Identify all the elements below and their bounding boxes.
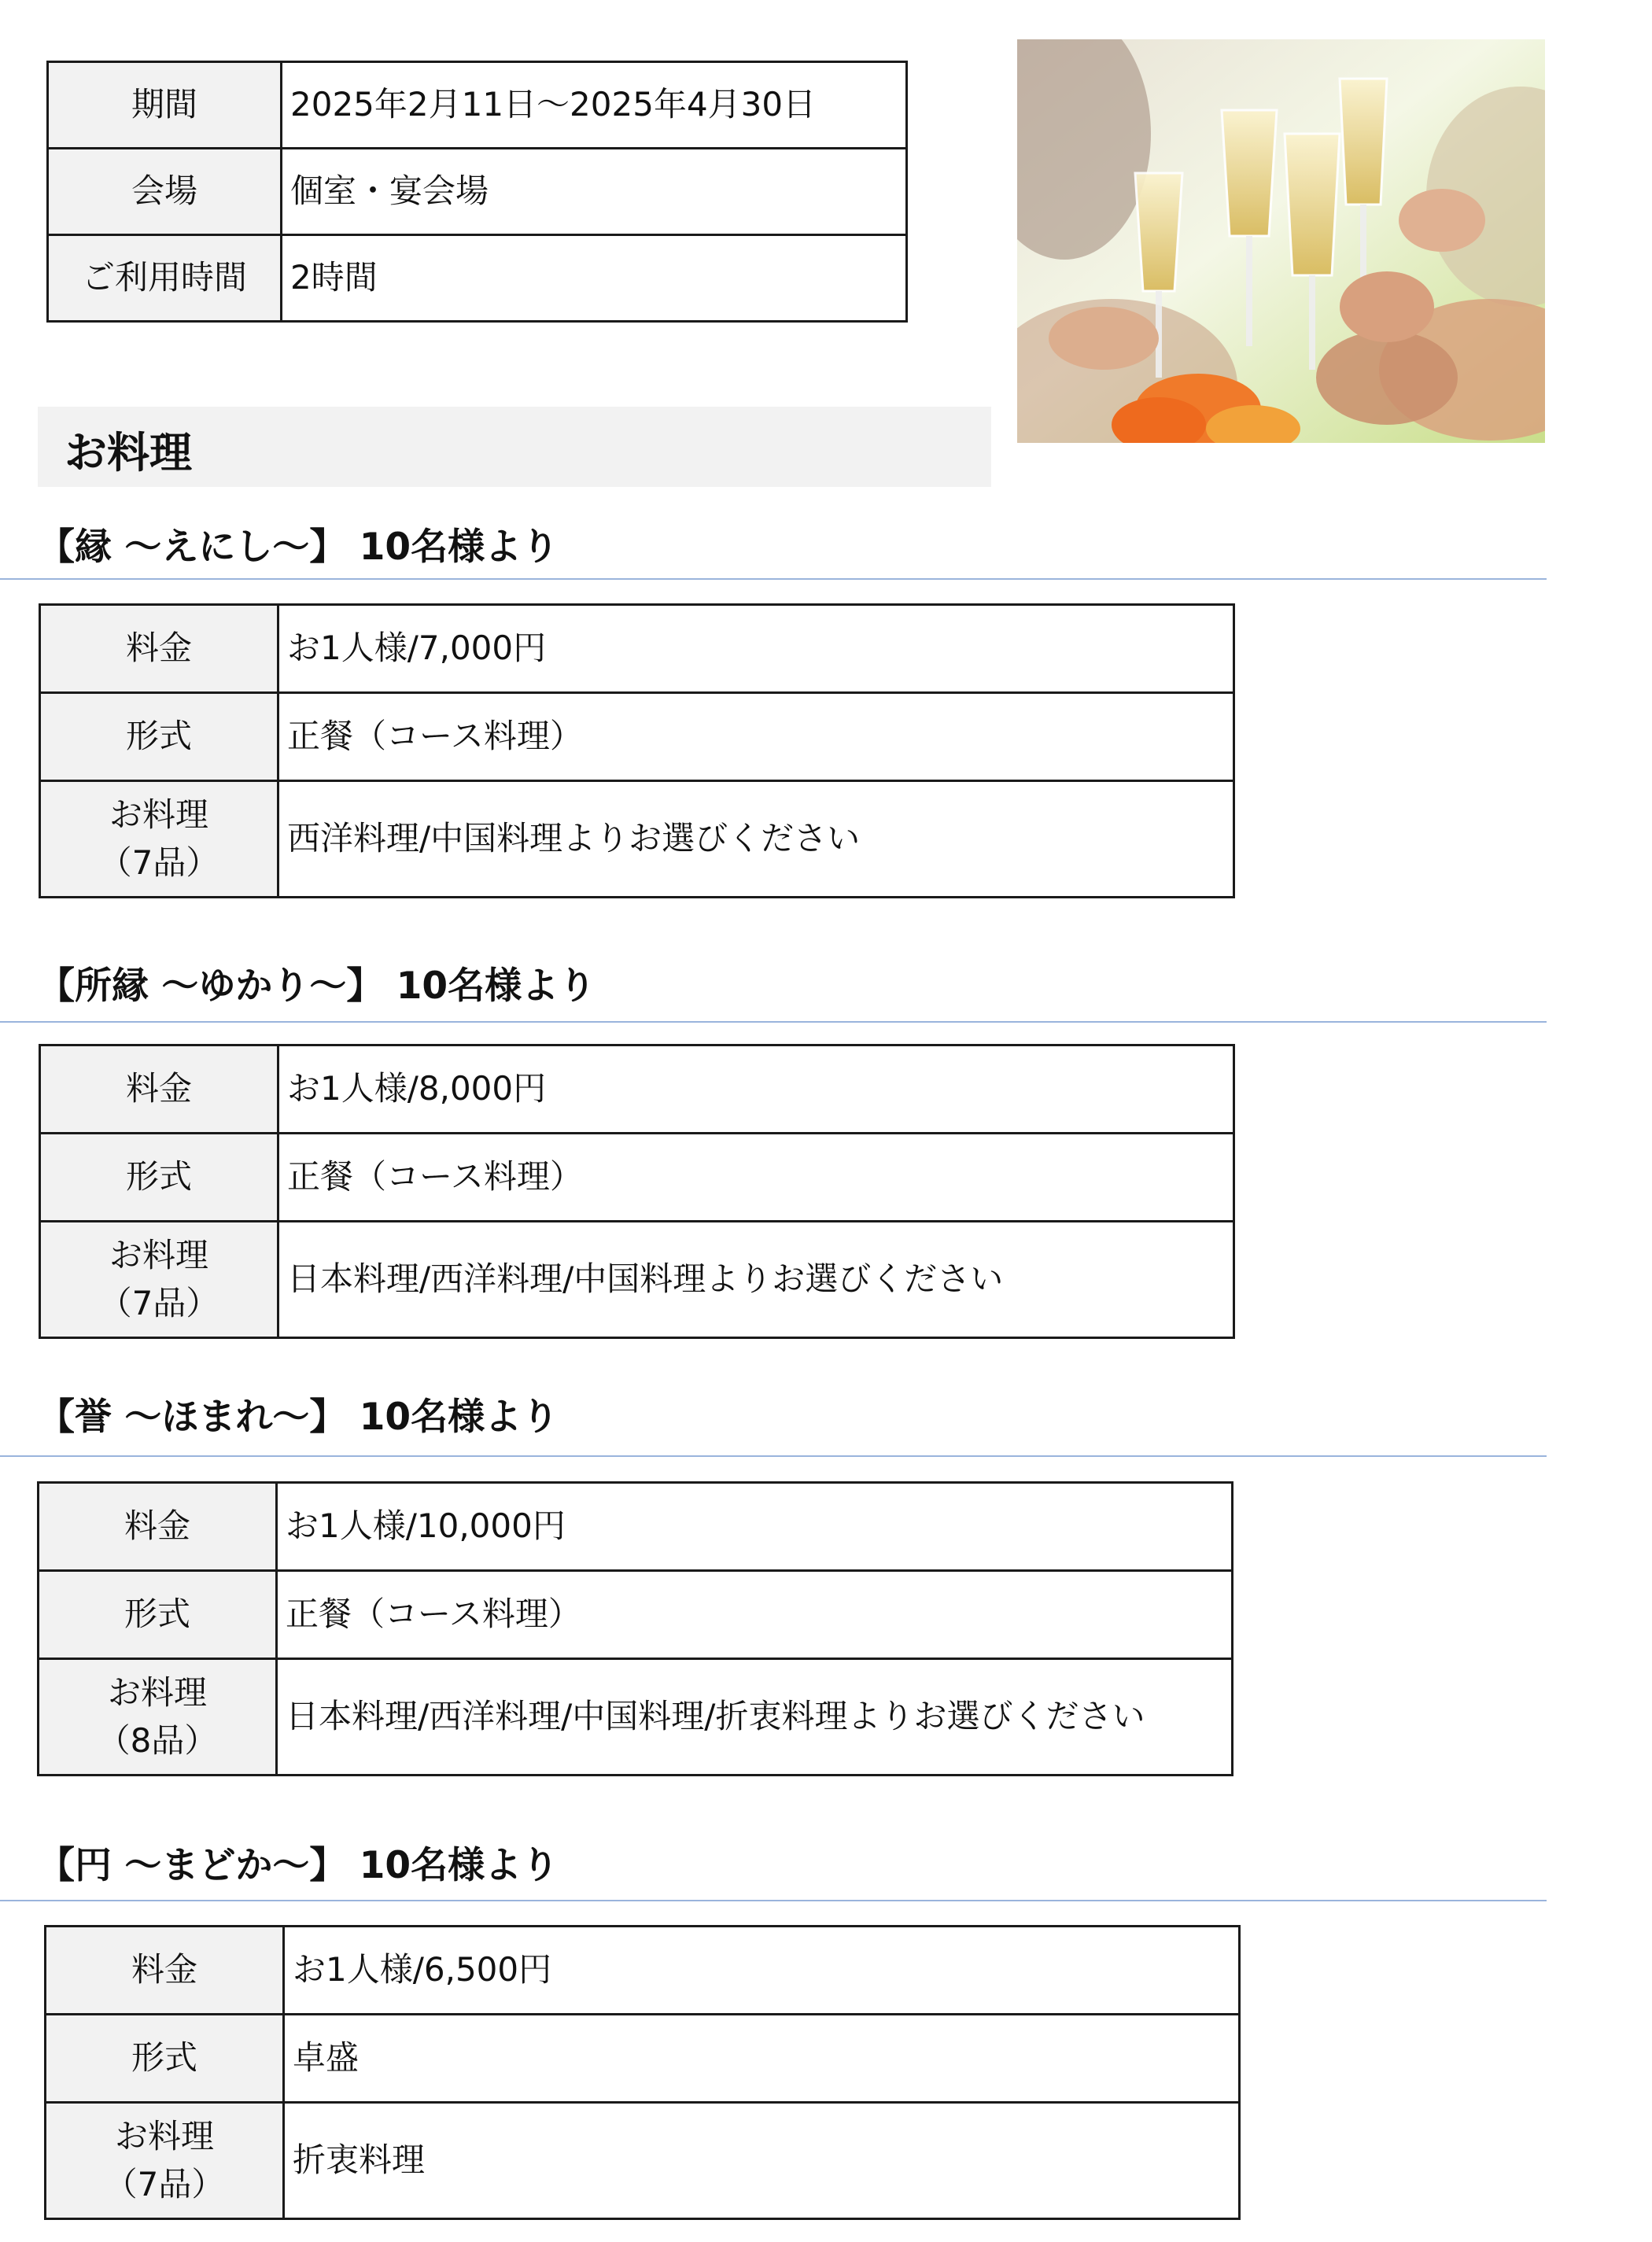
style-label: 形式: [39, 1571, 277, 1659]
plan-divider: [0, 578, 1547, 580]
cuisine-label: [46, 2103, 284, 2219]
style-label: 形式: [40, 693, 278, 781]
cuisine-value: 西洋料理/中国料理よりお選びください: [278, 781, 1234, 898]
section-heading: [38, 407, 991, 487]
cuisine-label-line1: お料理: [107, 1672, 207, 1712]
cuisine-label: [40, 781, 278, 898]
period-value: 2025年2月11日～2025年4月30日: [282, 62, 907, 149]
venue-label: 会場: [48, 149, 282, 235]
price-value: お1人様/7,000円: [278, 605, 1234, 693]
style-row: [40, 1134, 1234, 1222]
style-value: 正餐（コース料理）: [278, 1134, 1234, 1222]
cuisine-label-line2: （7品）: [104, 2164, 225, 2203]
cuisine-label-line2: （7品）: [98, 1283, 219, 1322]
champagne-toast-photo: [1017, 39, 1545, 443]
plan-table-madoka: [44, 1925, 1241, 2220]
price-label: 料金: [39, 1483, 277, 1571]
cuisine-value: 日本料理/西洋料理/中国料理/折衷料理よりお選びください: [277, 1659, 1233, 1776]
plan-table-enishi: [39, 603, 1235, 898]
cuisine-label: [40, 1222, 278, 1338]
price-value: お1人様/8,000円: [278, 1045, 1234, 1134]
plan-divider: [0, 1021, 1547, 1023]
style-value: 正餐（コース料理）: [277, 1571, 1233, 1659]
plan-divider: [0, 1900, 1547, 1901]
overview-table: [46, 61, 908, 323]
overview-row-duration: [48, 235, 907, 322]
cuisine-label-line1: お料理: [114, 2116, 214, 2155]
plan-title-yukari: 【所縁 ～ゆかり～】 10名様より: [38, 964, 596, 1008]
overview-row-venue: [48, 149, 907, 235]
duration-label: ご利用時間: [48, 235, 282, 322]
style-row: [46, 2015, 1240, 2103]
style-row: [40, 693, 1234, 781]
cuisine-value: 折衷料理: [284, 2103, 1240, 2219]
cuisine-row: [46, 2103, 1240, 2219]
price-value: お1人様/10,000円: [277, 1483, 1233, 1571]
style-value: 卓盛: [284, 2015, 1240, 2103]
cuisine-label-line1: お料理: [109, 795, 208, 834]
cuisine-label-line2: （7品）: [98, 843, 219, 882]
plan-title-homare: 【誉 ～ほまれ～】 10名様より: [38, 1396, 559, 1439]
plan-title-madoka: 【円 ～まどか～】 10名様より: [38, 1844, 559, 1887]
price-row: [40, 605, 1234, 693]
price-label: 料金: [46, 1927, 284, 2015]
cuisine-value: 日本料理/西洋料理/中国料理よりお選びください: [278, 1222, 1234, 1338]
price-row: [39, 1483, 1233, 1571]
venue-value: 個室・宴会場: [282, 149, 907, 235]
overview-row-period: [48, 62, 907, 149]
plan-table-homare: [37, 1481, 1233, 1776]
plan-table-yukari: [39, 1044, 1235, 1339]
price-row: [40, 1045, 1234, 1134]
section-title: お料理: [65, 428, 192, 478]
cuisine-row: [39, 1659, 1233, 1776]
cuisine-row: [40, 1222, 1234, 1338]
style-row: [39, 1571, 1233, 1659]
cuisine-label: [39, 1659, 277, 1776]
price-value: お1人様/6,500円: [284, 1927, 1240, 2015]
cuisine-label-line1: お料理: [109, 1235, 208, 1274]
period-label: 期間: [48, 62, 282, 149]
plan-title-enishi: 【縁 ～えにし～】 10名様より: [38, 525, 559, 569]
price-row: [46, 1927, 1240, 2015]
style-label: 形式: [46, 2015, 284, 2103]
plan-divider: [0, 1455, 1547, 1457]
price-label: 料金: [40, 605, 278, 693]
cuisine-label-line2: （8品）: [97, 1720, 218, 1760]
duration-value: 2時間: [282, 235, 907, 322]
style-label: 形式: [40, 1134, 278, 1222]
cuisine-row: [40, 781, 1234, 898]
price-label: 料金: [40, 1045, 278, 1134]
style-value: 正餐（コース料理）: [278, 693, 1234, 781]
